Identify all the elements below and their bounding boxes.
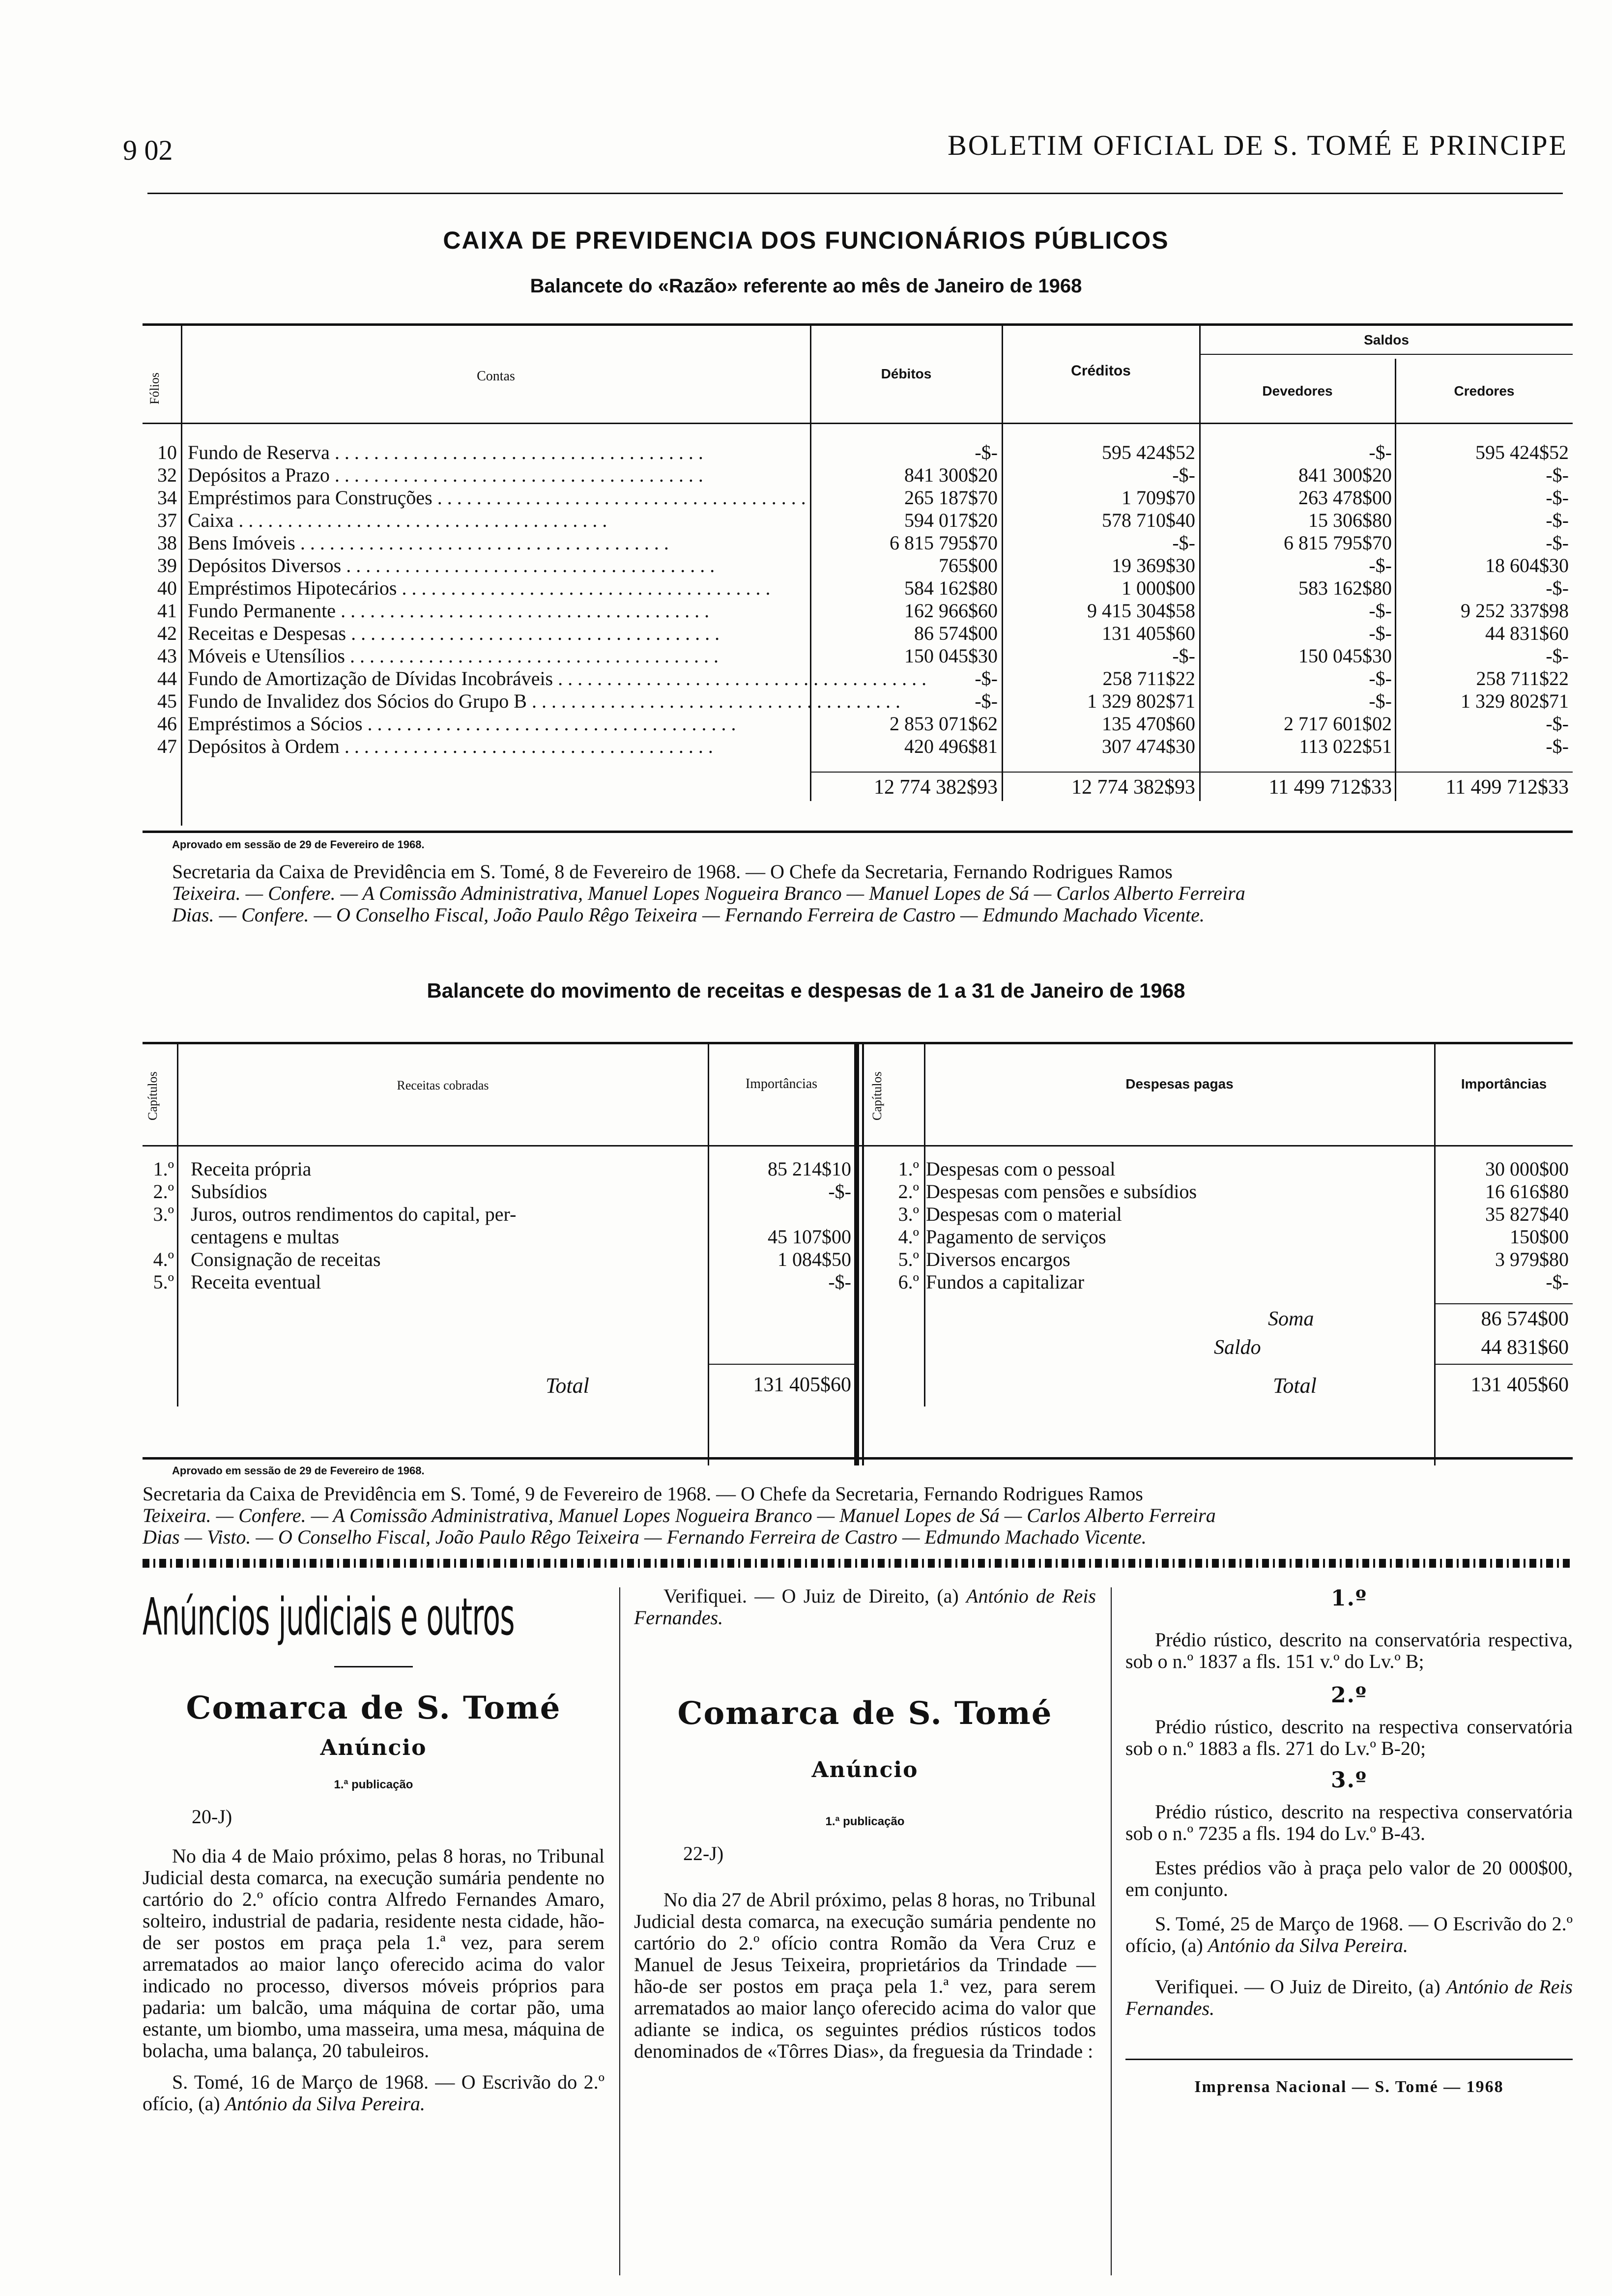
conta-label: Fundo de Reserva	[188, 441, 330, 463]
row-descricao: Fundos a capitalizar	[926, 1271, 1085, 1293]
table-row	[865, 1226, 1573, 1248]
verif-text: Verifiquei. — O Juiz de Direito, (a)	[663, 1585, 967, 1607]
caixa-signatures	[172, 861, 1573, 926]
verif-text: Verifiquei. — O Juiz de Direito, (a)	[1155, 1976, 1446, 1998]
leader-dots: . . . . . . . . . . . . . . . . . . . . . . . . . . . . . . . . . . . . . .	[345, 645, 719, 667]
anuncio-body: No dia 27 de Abril próximo, pelas 8 horas, no Tribunal Judicial desta comarca, na execução sumária pendente no cartório do 2.º ofício contra Romão da Vera Cruz e Manuel de Jesus Teixeira, proprietários da Trindade — hão-de ser postos em praça pela 1.ª vez, para serem arrematados ao maior lanço oferecido acima do valor que adiante se indica, os seguintes prédios rústicos todos denominados de «Tôrres Dias», da freguesia da Trindade :	[634, 1889, 1096, 2062]
row-credor: 9 252 337$98	[1461, 600, 1569, 622]
imprensa-footer: Imprensa Nacional — S. Tomé — 1968	[1194, 2078, 1504, 2096]
caixa-approved: Aprovado em sessão de 29 de Fevereiro de 1968.	[172, 838, 425, 851]
row-devedor: 150 045$30	[1298, 645, 1392, 667]
row-devedor: -$-	[1369, 441, 1392, 463]
row-descricao: Despesas com o material	[926, 1203, 1122, 1225]
conta-label: Depósitos Diversos	[188, 554, 342, 576]
anuncios-heading: Anúncios judiciais e outros	[143, 1587, 515, 1647]
leader-dots: . . . . . . . . . . . . . . . . . . . . . . . . . . . . . . . . . . . . . .	[553, 667, 927, 689]
row-conta	[188, 735, 802, 758]
conta-label: Bens Imóveis	[188, 532, 295, 554]
total-creditos: 12 774 382$93	[1071, 776, 1195, 799]
row-valor: 1 084$50	[777, 1248, 851, 1270]
row-credor: -$-	[1546, 509, 1569, 531]
signature-line: Dias — Visto. — O Conselho Fiscal, João Paulo Rêgo Teixeira — Fernando Ferreira de Castro — Edmundo Machado Vicente.	[143, 1526, 1147, 1548]
table-row	[143, 713, 1573, 735]
header-rule	[147, 193, 1563, 194]
table-row	[143, 735, 1573, 758]
movimento-signatures	[143, 1483, 1573, 1548]
row-devedor: -$-	[1369, 622, 1392, 644]
col-despesas-header: Despesas pagas	[1125, 1076, 1234, 1091]
table-row	[143, 487, 1573, 509]
row-valor: -$-	[828, 1180, 851, 1203]
col-divider-double	[862, 1043, 864, 1465]
row-debito: 841 300$20	[904, 464, 998, 486]
total-label: Total	[1273, 1374, 1317, 1398]
row-valor: 3 979$80	[1495, 1248, 1569, 1270]
movimento-title: Balancete do movimento de receitas e despesas de 1 a 31 de Janeiro de 1968	[427, 979, 1185, 1002]
signature-line: Secretaria da Caixa de Previdência em S. Tomé, 8 de Fevereiro de 1968. — O Chefe da Secretaria, Fernando Rodrigues Ramos	[172, 861, 1173, 883]
process-ref: 22-J)	[683, 1842, 724, 1865]
closing-text: S. Tomé, 25 de Março de 1968. — O Escrivão do 2.º ofício, (a)	[1125, 1913, 1573, 1956]
row-valor: 45 107$00	[768, 1226, 851, 1248]
row-conta	[188, 577, 802, 600]
row-descricao: Receita própria	[191, 1158, 312, 1180]
table-row	[143, 667, 1573, 690]
escrivao-name: António da Silva Pereira.	[1208, 1934, 1409, 1956]
row-devedor: -$-	[1369, 600, 1392, 622]
total-receitas: 131 405$60	[753, 1374, 851, 1396]
row-debito: 86 574$00	[914, 622, 998, 644]
row-folio: 34	[157, 487, 177, 509]
row-descricao: centagens e multas	[191, 1226, 340, 1248]
anuncio-body: No dia 4 de Maio próximo, pelas 8 horas, no Tribunal Judicial desta comarca, na execução sumária pendente no cartório do 2.º ofício contra Alfredo Fernandes Amaro, solteiro, industrial de padaria, residente nesta cidade, hão-de ser postos em praça pela 1.ª vez, para serem arrematados ao maior lanço oferecido acima do valor indicado no processo, diversos móveis próprios para padaria: um balcão, uma máquina de cortar pão, uma estante, um biombo, uma masseira, uma mesa, máquina de bolacha, uma balança, 20 tabuleiros.	[143, 1845, 604, 2062]
total-credores: 11 499 712$33	[1445, 776, 1569, 799]
col-capitulos-header: Capítulos	[870, 1071, 884, 1120]
col-receitas-header: Receitas cobradas	[397, 1078, 489, 1092]
row-descricao: Receita eventual	[191, 1271, 321, 1293]
row-devedor: 583 162$80	[1298, 577, 1392, 599]
heading-rule	[334, 1666, 413, 1667]
signature-line: Teixeira. — Confere. — A Comissão Administrativa, Manuel Lopes Nogueira Branco — Manuel Lopes de Sá — Carlos Alberto Ferreira	[143, 1504, 1216, 1526]
table-row	[143, 690, 1573, 713]
row-valor: 150$00	[1510, 1226, 1569, 1248]
row-capitulo: 2.º	[153, 1180, 174, 1203]
table-row	[143, 577, 1573, 600]
anuncio-column-1	[143, 1587, 604, 2115]
row-descricao: Despesas com o pessoal	[926, 1158, 1116, 1180]
item-text: Prédio rústico, descrito na respectiva conservatória sob o n.º 1883 a fls. 271 do Lv.º B-20;	[1125, 1716, 1573, 1759]
row-credor: -$-	[1546, 713, 1569, 735]
row-credito: 307 474$30	[1102, 735, 1195, 757]
row-conta	[188, 441, 802, 464]
comarca-heading: Comarca de S. Tomé	[677, 1695, 1053, 1732]
table-header-rule	[143, 423, 1573, 424]
row-devedor: -$-	[1369, 554, 1392, 576]
conta-label: Móveis e Utensílios	[188, 645, 345, 667]
row-credito: 578 710$40	[1102, 509, 1195, 531]
row-valor: 30 000$00	[1485, 1158, 1569, 1180]
total-debitos: 12 774 382$93	[874, 776, 998, 799]
juiz-name: António de Reis Fernandes.	[1125, 1976, 1573, 2019]
row-conta	[188, 487, 806, 509]
col-folios-header: Fólios	[147, 372, 162, 404]
row-capitulo: 5.º	[898, 1248, 919, 1270]
table-row	[145, 1158, 853, 1180]
row-capitulo: 1.º	[153, 1158, 174, 1180]
row-credor: 1 329 802$71	[1461, 690, 1569, 712]
row-capitulo: 4.º	[898, 1226, 919, 1248]
journal-title: BOLETIM OFICIAL DE S. TOMÉ E PRINCIPE	[948, 129, 1568, 161]
table-row	[143, 441, 1573, 464]
row-valor: -$-	[1546, 1271, 1569, 1293]
row-credor: 44 831$60	[1485, 622, 1569, 644]
row-folio: 47	[157, 735, 177, 757]
ornamental-divider	[143, 1559, 1573, 1568]
row-credor: -$-	[1546, 577, 1569, 599]
signature-line: Dias. — Confere. — O Conselho Fiscal, João Paulo Rêgo Teixeira — Fernando Ferreira de Castro — Edmundo Machado Vicente.	[172, 904, 1205, 926]
conta-label: Depósitos à Ordem	[188, 735, 340, 757]
row-capitulo: 5.º	[153, 1271, 174, 1293]
totals-rule	[810, 772, 1573, 773]
closing-text: S. Tomé, 16 de Março de 1968. — O Escrivão do 2.º ofício, (a)	[143, 2071, 604, 2115]
row-credor: -$-	[1546, 735, 1569, 757]
row-descricao: Subsídios	[191, 1180, 267, 1203]
publicacao-label: 1.ª publicação	[825, 1815, 905, 1828]
row-capitulo: 3.º	[153, 1203, 174, 1225]
anuncio-column-3	[1125, 1587, 1573, 2098]
row-conta	[188, 509, 802, 532]
row-debito: 150 045$30	[904, 645, 998, 667]
row-devedor: -$-	[1369, 690, 1392, 712]
row-debito: 265 187$70	[904, 487, 998, 509]
row-folio: 32	[157, 464, 177, 486]
table-top-rule	[143, 323, 1573, 326]
row-folio: 40	[157, 577, 177, 599]
row-credor: -$-	[1546, 645, 1569, 667]
row-credito: 1 329 802$71	[1087, 690, 1195, 712]
leader-dots: . . . . . . . . . . . . . . . . . . . . . . . . . . . . . . . . . . . . . .	[346, 622, 720, 644]
row-descricao: Consignação de receitas	[191, 1248, 381, 1270]
leader-dots: . . . . . . . . . . . . . . . . . . . . . . . . . . . . . . . . . . . . . .	[329, 441, 703, 463]
row-conta	[188, 600, 802, 622]
row-credor: 258 711$22	[1476, 667, 1569, 689]
row-devedor: 263 478$00	[1298, 487, 1392, 509]
saldo-label: Saldo	[1214, 1336, 1261, 1359]
row-credito: 135 470$60	[1102, 713, 1195, 735]
total-despesas: 131 405$60	[1470, 1374, 1569, 1396]
row-valor: 35 827$40	[1485, 1203, 1569, 1225]
column-divider	[619, 1587, 620, 2275]
row-capitulo: 4.º	[153, 1248, 174, 1270]
conta-label: Fundo de Invalidez dos Sócios do Grupo B	[188, 690, 527, 712]
row-credito: 9 415 304$58	[1087, 600, 1195, 622]
item-number: 3.º	[1331, 1768, 1367, 1793]
row-descricao: Despesas com pensões e subsídios	[926, 1180, 1197, 1203]
row-valor: 85 214$10	[768, 1158, 851, 1180]
row-folio: 10	[157, 441, 177, 463]
total-label: Total	[546, 1374, 589, 1398]
row-conta	[188, 464, 802, 487]
juiz-name: António de Reis Fernandes.	[634, 1585, 1096, 1629]
row-conta	[188, 690, 900, 713]
col-creditos-header: Créditos	[1071, 363, 1131, 379]
row-credor: -$-	[1546, 487, 1569, 509]
table-bottom-rule	[143, 831, 1573, 833]
leader-dots: . . . . . . . . . . . . . . . . . . . . . . . . . . . . . . . . . . . . . .	[362, 713, 736, 735]
leader-dots: . . . . . . . . . . . . . . . . . . . . . . . . . . . . . . . . . . . . . .	[341, 554, 715, 576]
row-folio: 41	[157, 600, 177, 622]
escrivao-name: António da Silva Pereira.	[225, 2093, 426, 2115]
conta-label: Depósitos a Prazo	[188, 464, 330, 486]
conta-label: Fundo Permanente	[188, 600, 336, 622]
valor-text: Estes prédios vão à praça pelo valor de 20 000$00, em conjunto.	[1125, 1857, 1573, 1900]
row-credito: -$-	[1172, 464, 1195, 486]
row-credor: -$-	[1546, 464, 1569, 486]
process-ref: 20-J)	[192, 1806, 232, 1828]
row-credor: 18 604$30	[1485, 554, 1569, 576]
table-row	[143, 532, 1573, 554]
publicacao-label: 1.ª publicação	[334, 1778, 413, 1791]
col-divider-double	[854, 1043, 859, 1465]
row-devedor: 15 306$80	[1308, 509, 1392, 531]
item-number: 2.º	[1331, 1683, 1367, 1708]
col-devedores-header: Devedores	[1262, 383, 1333, 399]
row-credito: 258 711$22	[1102, 667, 1195, 689]
row-credito: 19 369$30	[1112, 554, 1195, 576]
col-debitos-header: Débitos	[881, 366, 932, 381]
row-debito: -$-	[975, 667, 998, 689]
row-credito: 131 405$60	[1102, 622, 1195, 644]
conta-label: Fundo de Amortização de Dívidas Incobráveis	[188, 667, 553, 689]
col-importancias-header: Importâncias	[745, 1076, 818, 1091]
row-folio: 44	[157, 667, 177, 689]
row-conta	[188, 554, 802, 577]
soma-rule	[1435, 1303, 1573, 1304]
total-devedores: 11 499 712$33	[1268, 776, 1392, 799]
anuncio-column-2	[634, 1585, 1096, 2062]
item-text: Prédio rústico, descrito na respectiva conservatória sob o n.º 7235 a fls. 194 do Lv.º B-43.	[1125, 1801, 1573, 1844]
anuncio-heading: Anúncio	[811, 1757, 919, 1782]
soma-value: 86 574$00	[1481, 1308, 1569, 1330]
mov-bottom-rule	[143, 1457, 1573, 1460]
row-debito: 765$00	[939, 554, 998, 576]
row-conta	[188, 645, 802, 667]
table-row	[865, 1158, 1573, 1180]
row-credito: 1 000$00	[1122, 577, 1195, 599]
row-credor: 595 424$52	[1475, 441, 1569, 463]
table-row	[143, 645, 1573, 667]
table-row	[865, 1203, 1573, 1226]
item-number: 1.º	[1331, 1586, 1367, 1611]
conta-label: Empréstimos para Construções	[188, 487, 432, 509]
table-row	[143, 554, 1573, 577]
leader-dots: . . . . . . . . . . . . . . . . . . . . . . . . . . . . . . . . . . . . . .	[336, 600, 710, 622]
table-row	[865, 1248, 1573, 1271]
total-rule	[708, 1364, 855, 1365]
row-descricao: Juros, outros rendimentos do capital, per-	[191, 1203, 517, 1225]
col-capitulos-header: Capítulos	[145, 1071, 160, 1120]
total-rule	[1435, 1364, 1573, 1365]
conta-label: Empréstimos a Sócios	[188, 713, 363, 735]
soma-label: Soma	[1268, 1308, 1314, 1330]
caixa-subtitle: Balancete do «Razão» referente ao mês de Janeiro de 1968	[530, 275, 1082, 297]
row-debito: 594 017$20	[904, 509, 998, 531]
row-devedor: 841 300$20	[1298, 464, 1392, 486]
row-debito: -$-	[975, 690, 998, 712]
row-devedor: 2 717 601$02	[1284, 713, 1392, 735]
row-folio: 46	[157, 713, 177, 735]
row-debito: 162 966$60	[904, 600, 998, 622]
table-row	[865, 1180, 1573, 1203]
table-row	[143, 464, 1573, 487]
movimento-approved: Aprovado em sessão de 29 de Fevereiro de 1968.	[172, 1464, 425, 1477]
table-row	[145, 1180, 853, 1203]
leader-dots: . . . . . . . . . . . . . . . . . . . . . . . . . . . . . . . . . . . . . .	[295, 532, 669, 554]
mov-header-rule	[143, 1145, 1573, 1147]
col-saldos-header: Saldos	[1364, 332, 1409, 347]
signature-line: Secretaria da Caixa de Previdência em S. Tomé, 9 de Fevereiro de 1968. — O Chefe da Secretaria, Fernando Rodrigues Ramos	[143, 1483, 1143, 1505]
caixa-title: CAIXA DE PREVIDENCIA DOS FUNCIONÁRIOS PÚBLICOS	[443, 227, 1169, 254]
table-row	[145, 1203, 853, 1226]
row-debito: 2 853 071$62	[890, 713, 998, 735]
table-row	[143, 600, 1573, 622]
row-folio: 43	[157, 645, 177, 667]
col-importancias-header: Importâncias	[1461, 1076, 1547, 1091]
row-folio: 42	[157, 622, 177, 644]
footer-rule	[1125, 2059, 1573, 2060]
comarca-heading: Comarca de S. Tomé	[186, 1690, 561, 1726]
row-conta	[188, 532, 802, 554]
leader-dots: . . . . . . . . . . . . . . . . . . . . . . . . . . . . . . . . . . . . . .	[397, 577, 771, 599]
item-text: Prédio rústico, descrito na conservatória respectiva, sob o n.º 1837 a fls. 151 v.º do Lv.º B;	[1125, 1629, 1573, 1672]
table-row	[145, 1271, 853, 1293]
row-credito: 595 424$52	[1102, 441, 1195, 463]
table-row	[143, 622, 1573, 645]
row-capitulo: 1.º	[898, 1158, 919, 1180]
row-valor: -$-	[828, 1271, 851, 1293]
row-folio: 37	[157, 509, 177, 531]
leader-dots: . . . . . . . . . . . . . . . . . . . . . . . . . . . . . . . . . . . . . .	[432, 487, 806, 509]
conta-label: Receitas e Despesas	[188, 622, 346, 644]
anuncio-heading: Anúncio	[320, 1735, 427, 1760]
row-credito: -$-	[1172, 645, 1195, 667]
row-debito: 420 496$81	[904, 735, 998, 757]
table-row	[865, 1271, 1573, 1293]
row-credito: -$-	[1172, 532, 1195, 554]
row-credito: 1 709$70	[1122, 487, 1195, 509]
col-credores-header: Credores	[1454, 383, 1515, 399]
row-conta	[188, 713, 802, 735]
row-folio: 38	[157, 532, 177, 554]
saldos-rule	[1199, 354, 1573, 355]
row-devedor: 113 022$51	[1299, 735, 1392, 757]
conta-label: Caixa	[188, 509, 234, 531]
row-folio: 39	[157, 554, 177, 576]
row-capitulo: 2.º	[898, 1180, 919, 1203]
row-debito: 6 815 795$70	[890, 532, 998, 554]
leader-dots: . . . . . . . . . . . . . . . . . . . . . . . . . . . . . . . . . . . . . .	[233, 509, 607, 531]
row-descricao: Pagamento de serviços	[926, 1226, 1106, 1248]
row-conta	[188, 622, 802, 645]
row-capitulo: 6.º	[898, 1271, 919, 1293]
row-debito: -$-	[975, 441, 998, 463]
row-devedor: 6 815 795$70	[1284, 532, 1392, 554]
row-valor: 16 616$80	[1485, 1180, 1569, 1203]
row-credor: -$-	[1546, 532, 1569, 554]
signature-line: Teixeira. — Confere. — A Comissão Administrativa, Manuel Lopes Nogueira Branco — Manuel Lopes de Sá — Carlos Alberto Ferreira	[172, 882, 1245, 904]
row-debito: 584 162$80	[904, 577, 998, 599]
leader-dots: . . . . . . . . . . . . . . . . . . . . . . . . . . . . . . . . . . . . . .	[329, 464, 703, 486]
leader-dots: . . . . . . . . . . . . . . . . . . . . . . . . . . . . . . . . . . . . . .	[526, 690, 900, 712]
column-divider	[1111, 1587, 1112, 2275]
saldo-value: 44 831$60	[1481, 1336, 1569, 1359]
table-row	[145, 1248, 853, 1271]
leader-dots: . . . . . . . . . . . . . . . . . . . . . . . . . . . . . . . . . . . . . .	[339, 735, 713, 757]
col-contas-header: Contas	[477, 369, 515, 384]
table-row	[145, 1226, 853, 1248]
anuncio-closing	[143, 2071, 604, 2115]
conta-label: Empréstimos Hipotecários	[188, 577, 397, 599]
row-conta	[188, 667, 927, 690]
page-number: 9 02	[123, 134, 173, 166]
row-capitulo: 3.º	[898, 1203, 919, 1225]
row-descricao: Diversos encargos	[926, 1248, 1070, 1270]
row-devedor: -$-	[1369, 667, 1392, 689]
row-folio: 45	[157, 690, 177, 712]
table-row	[143, 509, 1573, 532]
